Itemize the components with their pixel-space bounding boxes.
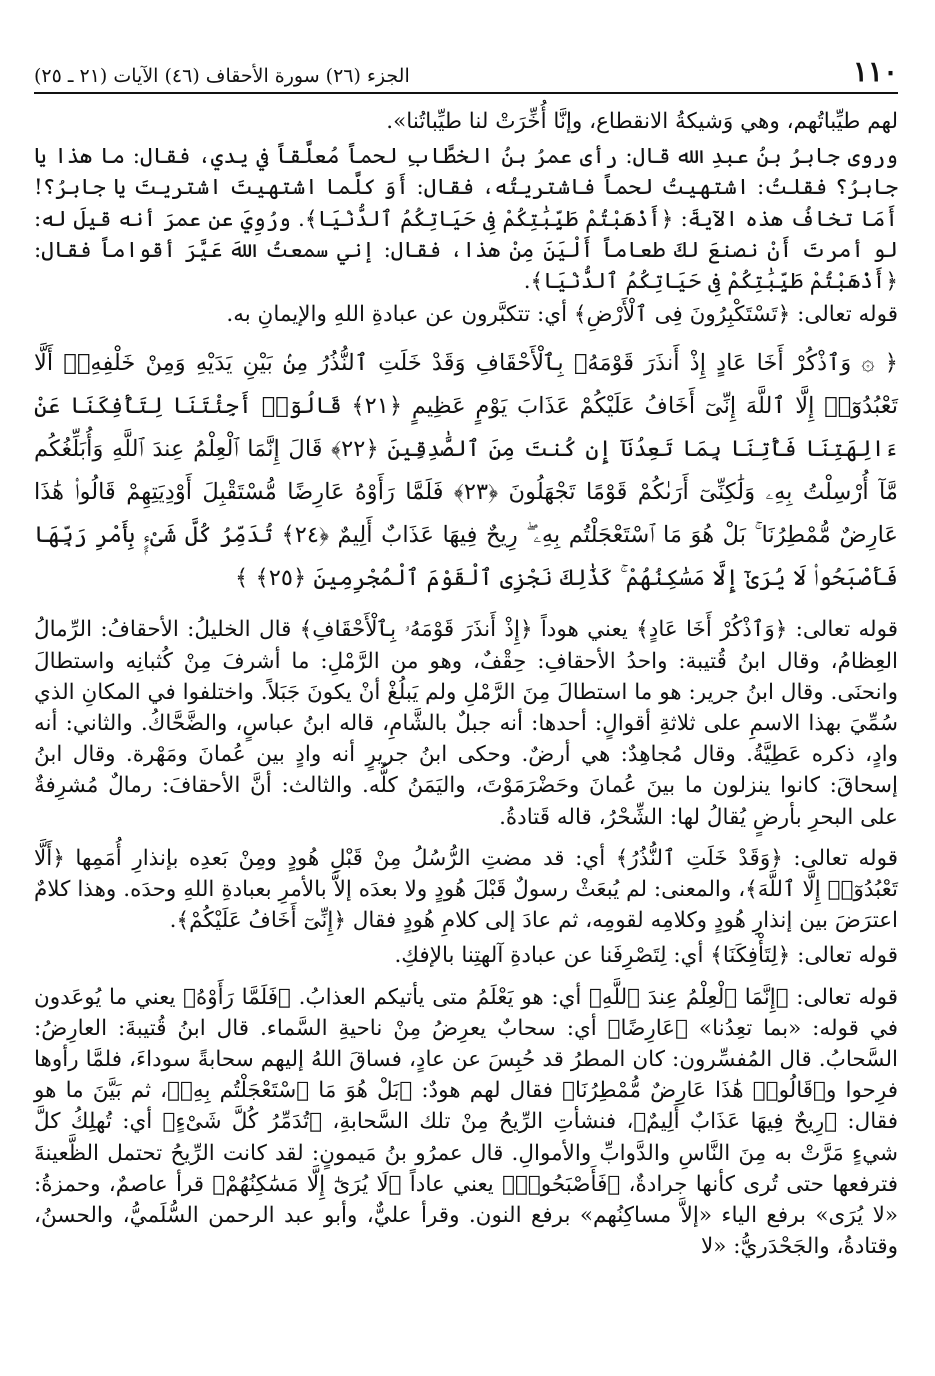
paragraph-2: وروى جابرُ بنُ عبدِ الله قال: رأى عمرُ بنُ الخطَّابِ لحماً مُعلَّقاً في يدي، فقال: ما هذا يا جابرُ؟ فقلتُ: اشتهيتُ لحماً فاشتريتُه، فقال: أَوَ كلَّما اشتهيتَ اشتريتَ يا جابرُ؟! أَمَا تخافُ هذه الآيةَ: ﴿أَذْهَبْتُمْ طَيِّبَٰتِكُمْ فِى حَيَاتِكُمُ ٱلدُّنْيَا﴾. ورُوِيَ عن عمرَ أنه قيلَ له: لو أمرتَ أَنْ نصنعَ لكَ طعاماً أَلْيَنَ مِنْ هذا، فقال: إني سمعتُ اللهَ عَيَّرَ أقواماً فقال: ﴿أَذْهَبْتُمْ طَيِّبَٰتِكُمْ فِى حَيَاتِكُمُ ٱلدُّنْيَا﴾. [34, 144, 898, 295]
page-number: ١١٠ [852, 55, 898, 88]
commentary-paragraph-5: قوله تعالى: ﴿وَقَدْ خَلَتِ ٱلنُّذُرُ﴾ أي: قد مضتِ الرُّسُلُ مِنْ قَبْلِ هُودٍ ومِنْ بَعدِه بإنذارِ أُمَمِها ﴿أَلَّا تَعْبُدُوٓا۟ إِلَّا ٱللَّهَ﴾، والمعنى: لم يُبعَثْ رسولٌ قَبْلَ هُودٍ ولا بعدَه إلاَّ بالأمرِ بعبادةِ اللهِ وحدَه. وهذا كلامٌ اعترَضَ بين إنذارِ هُودٍ وكلامِه لقومِه، ثم عادَ إلى كلامِ هُودٍ فقال ﴿إِنِّىٓ أَخَافُ عَلَيْكُمْ﴾. [34, 845, 898, 934]
book-page [34, 52, 898, 1362]
paragraph-1: لهم طيِّباتُهم، وهي وَشيكةُ الانقطاع، وإنَّا أُخِّرَتْ لنا طيِّباتُنا». [386, 109, 898, 134]
commentary-paragraph-4: قوله تعالى: ﴿وَٱذْكُرْ أَخَا عَادٍ﴾ يعني هوداً ﴿إِذْ أَنذَرَ قَوْمَهُۥ بِٱلْأَحْقَافِ﴾ قال الخليلُ: الأحقافُ: الرِّمالُ العِظامُ، وقال ابنُ قُتيبة: واحدُ الأحقافِ: حِقْفٌ، وهو من الرَّمْلِ: ما أشرفَ مِنْ كُثبانِه واستطالَ وانحنَى. وقال ابنُ جرير: هو ما استطالَ مِنَ الرَّمْلِ ولم يَبلُغْ أنْ يكونَ جَبَلاً. واختلفوا في المكانِ الذي سُمِّيَ بهذا الاسمِ على ثلاثةِ أقوالٍ: أحدها: أنه جبلٌ بالشَّامِ، قاله ابنُ عباسٍ، والضَّحَّاكُ. والثاني: أنه وادٍ، ذكره عَطِيَّةُ. وقال مُجاهِدٌ: هي أرضٌ. وحكى ابنُ جريرٍ أنه وادٍ بين عُمانَ ومَهْرة. وقال ابنُ إسحاقَ: كانوا ينزلون ما بينَ عُمانَ وحَضْرَمَوْتَ، واليَمَنُ كلُّه. والثالث: أنَّ الأحقافَ: رمالٌ مُشرِفةٌ على البحرِ بأرضٍ يُقالُ لها: الشِّحْرُ، قاله قَتادةُ. [34, 617, 898, 830]
header-title: الجزء (٢٦) سورة الأحقاف (٤٦) الآيات (٢١ ـ ٢٥) [34, 65, 410, 87]
paragraph-3: قوله تعالى: ﴿تَسْتَكْبِرُونَ فِى ٱلْأَرْضِ﴾ أي: تتكبَّرون عن عبادةِ اللهِ والإيمانِ به. [226, 302, 898, 328]
commentary-paragraph-7: قوله تعالى: ﴿إِنَّمَا ٱلْعِلْمُ عِندَ ٱللَّهِ﴾ أي: هو يَعْلَمُ متى يأتيكم العذابُ. ﴿فَلَمَّا رَأَوْهُ﴾ يعني ما يُوعَدون في قوله: «بما تعِدُنا» ﴿عَارِضًا﴾ أي: سحابٌ يعرِضُ مِنْ ناحيةِ السَّماء. قال ابنُ قُتيبةَ: العارِضُ: السَّحابُ. قال المُفسِّرون: كان المطرُ قد حُبِسَ عن عادٍ، فساقَ اللهُ إليهم سحابةً سوداءَ، فلمَّا رأوها فرِحوا و﴿قَالُوا۟ هَٰذَا عَارِضٌ مُّمْطِرُنَا﴾ فقال لهم هودٌ: ﴿بَلْ هُوَ مَا ٱسْتَعْجَلْتُم بِهِۦ﴾، ثم بَيَّنَ ما هو فقال: ﴿رِيحٌ فِيهَا عَذَابٌ أَلِيمٌ﴾، فنشأتِ الرِّيحُ مِنْ تلك السَّحابةِ، ﴿تُدَمِّرُ كُلَّ شَىْءٍ﴾ أي: تُهلِكُ كلَّ شيءٍ مَرَّتْ به مِنَ النَّاسِ والدَّوابِّ والأموالِ. قال عمرُو بنُ مَيمونٍ: لقد كانت الرِّيحُ تحتمل الظَّعينةَ فترفعها حتى تُرى كأنها جرادةٌ، ﴿فَأَصْبَحُوا۟﴾ يعني عاداً ﴿لَا يُرَىٰٓ إِلَّا مَسَٰكِنُهُمْ﴾ قرأ عاصمٌ، وحمزةُ: «لا يُرَى» برفع الياء «إلاَّ مساكِنُهم» برفع النون. وقرأ عليٌّ، وأبو عبد الرحمن السُّلَميُّ، والحسنُ، وقتادةُ، والجَحْدَريُّ: «لا [34, 984, 898, 1260]
commentary-paragraph-6: قوله تعالى: ﴿لِتَأْفِكَنَا﴾ أي: لِتَصْرِفَنا عن عبادةِ آلهتِنا بالإفكِ. [394, 943, 898, 969]
running-header [34, 52, 898, 94]
quran-verses: ﴿ ۞ وَٱذْكُرْ أَخَا عَادٍ إِذْ أَنذَرَ قَوْمَهُۥ بِٱلْأَحْقَافِ وَقَدْ خَلَتِ ٱلنُّذُرُ مِنۢ بَيْنِ يَدَيْهِ وَمِنْ خَلْفِهِۦٓ أَلَّا تَعْبُدُوٓا۟ إِلَّا ٱللَّهَ إِنِّىٓ أَخَافُ عَلَيْكُمْ عَذَابَ يَوْمٍ عَظِيمٍ ﴿٢١﴾ قَالُوٓا۟ أَجِئْتَنَا لِتَأْفِكَنَا عَنْ ءَالِهَتِنَا فَأْتِنَا بِمَا تَعِدُنَآ إِن كُنتَ مِنَ ٱلصَّٰدِقِينَ ﴿٢٢﴾ قَالَ إِنَّمَا ٱلْعِلْمُ عِندَ ٱللَّهِ وَأُبَلِّغُكُم مَّآ أُرْسِلْتُ بِهِۦ وَلَٰكِنِّىٓ أَرَىٰكُمْ قَوْمًا تَجْهَلُونَ ﴿٢٣﴾ فَلَمَّا رَأَوْهُ عَارِضًا مُّسْتَقْبِلَ أَوْدِيَتِهِمْ قَالُوا۟ هَٰذَا عَارِضٌ مُّمْطِرُنَا ۚ بَلْ هُوَ مَا ٱسْتَعْجَلْتُم بِهِۦ ۖ رِيحٌ فِيهَا عَذَابٌ أَلِيمٌ ﴿٢٤﴾ تُدَمِّرُ كُلَّ شَىْءٍۭ بِأَمْرِ رَبِّهَا فَأَصْبَحُوا۟ لَا يُرَىٰٓ إِلَّا مَسَٰكِنُهُمْ ۚ كَذَٰلِكَ نَجْزِى ٱلْقَوْمَ ٱلْمُجْرِمِينَ ﴿٢٥﴾ ﴾ [34, 350, 898, 592]
